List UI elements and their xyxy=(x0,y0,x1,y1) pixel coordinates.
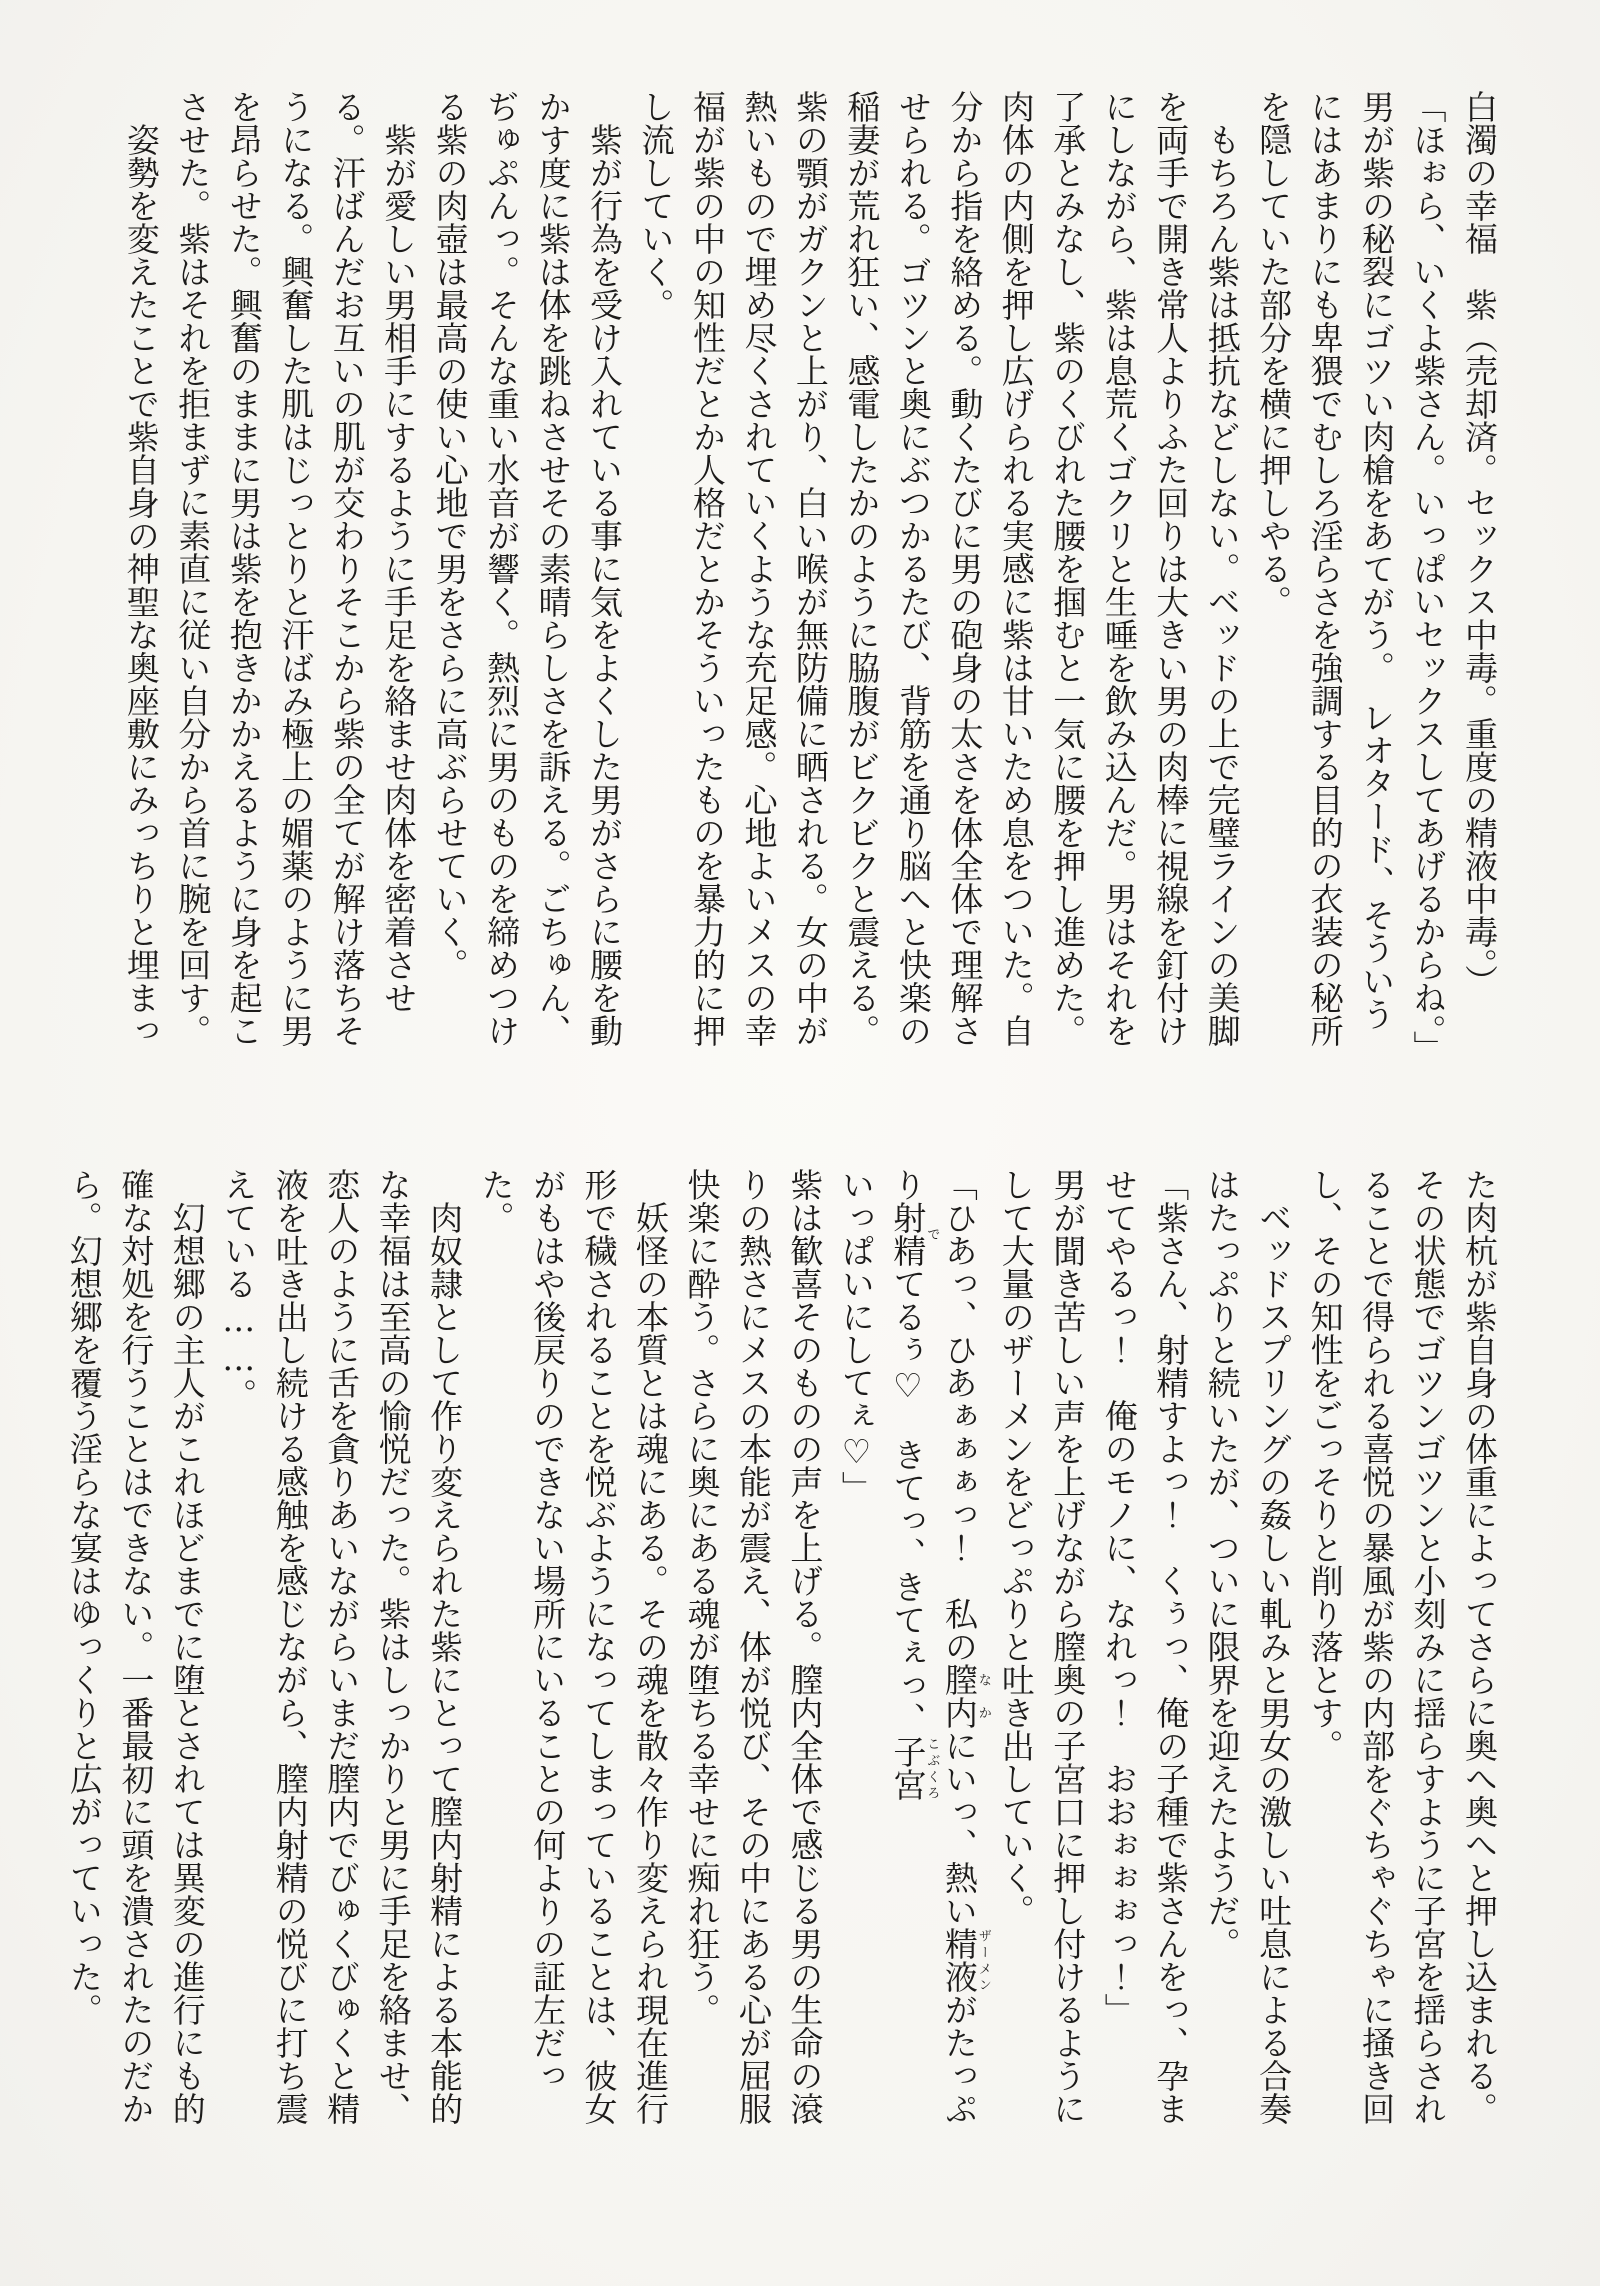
narration-paragraph: 幻想郷の主人がこれほどまでに堕とされては異変の進行にも的確な対処を行うことはできない。一番最初に頭を潰されたのだから。幻想郷を覆う淫らな宴はゆっくりと広がっていった。 xyxy=(64,1168,207,2125)
narration-paragraph: もちろん紫は抵抗などしない。ベッドの上で完璧ラインの美脚を両手で開き常人よりふた回りは大きい男の肉棒に視線を釘付けにしながら、紫は息荒くゴクリと生唾を飲み込んだ。男はそれを了承とみなし、紫のくびれた腰を掴むと一気に腰を押し進めた。肉体の内側を押し広げられる実感に紫は甘いため息をついた。自分から指を絡める。動くたびに男の砲身の太さを体全体で理解させられる。ゴツンと奥にぶつかるたび、背筋を通り脳へと快楽の稲妻が荒れ狂い、感電したかのように脇腹がビクビクと震える。紫の顎がガクンと上がり、白い喉が無防備に晒される。女の中が熱いもので埋め尽くされていくような充足感。心地よいメスの幸福が紫の中の知性だとか人格だとかそういったものを暴力的に押し流していく。 xyxy=(636,90,1242,1047)
narration-paragraph: た肉杭が紫自身の体重によってさらに奥へ奥へと押し込まれる。その状態でゴツンゴツンと小刻みに揺らすように子宮を揺らされることで得られる喜悦の暴風が紫の内部をぐちゃぐちゃに掻き回し、その知性をごっそりと削り落とす。 xyxy=(1305,1168,1499,2125)
dialogue-paragraph: 「ほぉら、いくよ紫さん。いっぱいセックスしてあげるからね。」 xyxy=(1408,90,1448,1064)
narration-paragraph: 妖怪の本質とは魂にある。その魂を散々作り変えられ現在進行形で穢されることを悦ぶようになってしまっていることは、彼女がもはや後戻りのできない場所にいることの何よりの証左だった。 xyxy=(476,1168,670,2125)
text-block-bottom xyxy=(58,1168,1505,2125)
dialogue-paragraph: 「紫さん、射精すよっ！ くぅっ、俺の子種で紫さんをっ、孕ませてやるっ！ 俺のモノに、なれっ！ おおぉぉぉっ！」 xyxy=(1099,1168,1191,2125)
dialogue-paragraph: 「ひあっ、ひあぁぁぁっ！ 私の膣内なかにいっ、熱い精液ザーメンがたっぷり射精でてるぅ♡ きてっ、きてぇっ、子宮こぶくろいっぱいにしてぇ♡」 xyxy=(836,1168,991,2125)
narration-paragraph: 紫が行為を受け入れている事に気をよくした男がさらに腰を動かす度に紫は体を跳ねさせその素晴らしさを訴える。ごちゅん、ぢゅぷんっ。そんな重い水音が響く。熱烈に男のものを締めつける紫の肉壺は最高の使い心地で男をさらに高ぶらせていく。 xyxy=(430,90,625,1047)
page-title: 白濁の幸福 紫（売却済。セックス中毒。重度の精液中毒。） xyxy=(1460,90,1499,998)
narration-paragraph: 男が紫の秘裂にゴツい肉槍をあてがう。 レオタード、そういうにはあまりにも卑猥でむしろ淫らさを強調する目的の衣装の秘所を隠していた部分を横に押しやる。 xyxy=(1254,90,1397,1047)
narration-paragraph: 紫が愛しい男相手にするように手足を絡ませ肉体を密着させる。汗ばんだお互いの肌が交わりそこから紫の全てが解け落ちそうになる。興奮した肌はじっとりと汗ばみ極上の媚薬のように男を昂らせた。興奮のままに男は紫を抱きかかえるように身を起こさせた。紫はそれを拒まずに素直に従い自分から首に腕を回す。 xyxy=(173,90,419,1047)
narration-paragraph: 姿勢を変えたことで紫自身の神聖な奥座敷にみっちりと埋まっ xyxy=(121,90,161,1047)
narration-paragraph: 男が聞き苦しい声を上げながら膣奥の子宮口に押し付けるようにして大量のザーメンをどっぷりと吐き出していく。 xyxy=(996,1168,1088,2125)
narration-paragraph: 肉奴隷として作り変えられた紫にとって膣内射精による本能的な幸福は至高の愉悦だった。紫はしっかりと男に手足を絡ませ、恋人のように舌を貪りあいながらいまだ膣内でびゅくびゅくと精液を吐き出し続ける感触を感じながら、膣内射精の悦びに打ち震えている……。 xyxy=(219,1168,465,2125)
text-block-top xyxy=(115,90,1505,1064)
narration-paragraph: 紫は歓喜そのものの声を上げる。膣内全体で感じる男の生命の滾りの熱さにメスの本能が震え、体が悦び、その中にある心が屈服快楽に酔う。さらに奥にある魂が堕ちる幸せに痴れ狂う。 xyxy=(682,1168,825,2125)
narration-paragraph: ベッドスプリングの姦しい軋みと男女の激しい吐息による合奏はたっぷりと続いたが、ついに限界を迎えたようだ。 xyxy=(1202,1168,1294,2125)
